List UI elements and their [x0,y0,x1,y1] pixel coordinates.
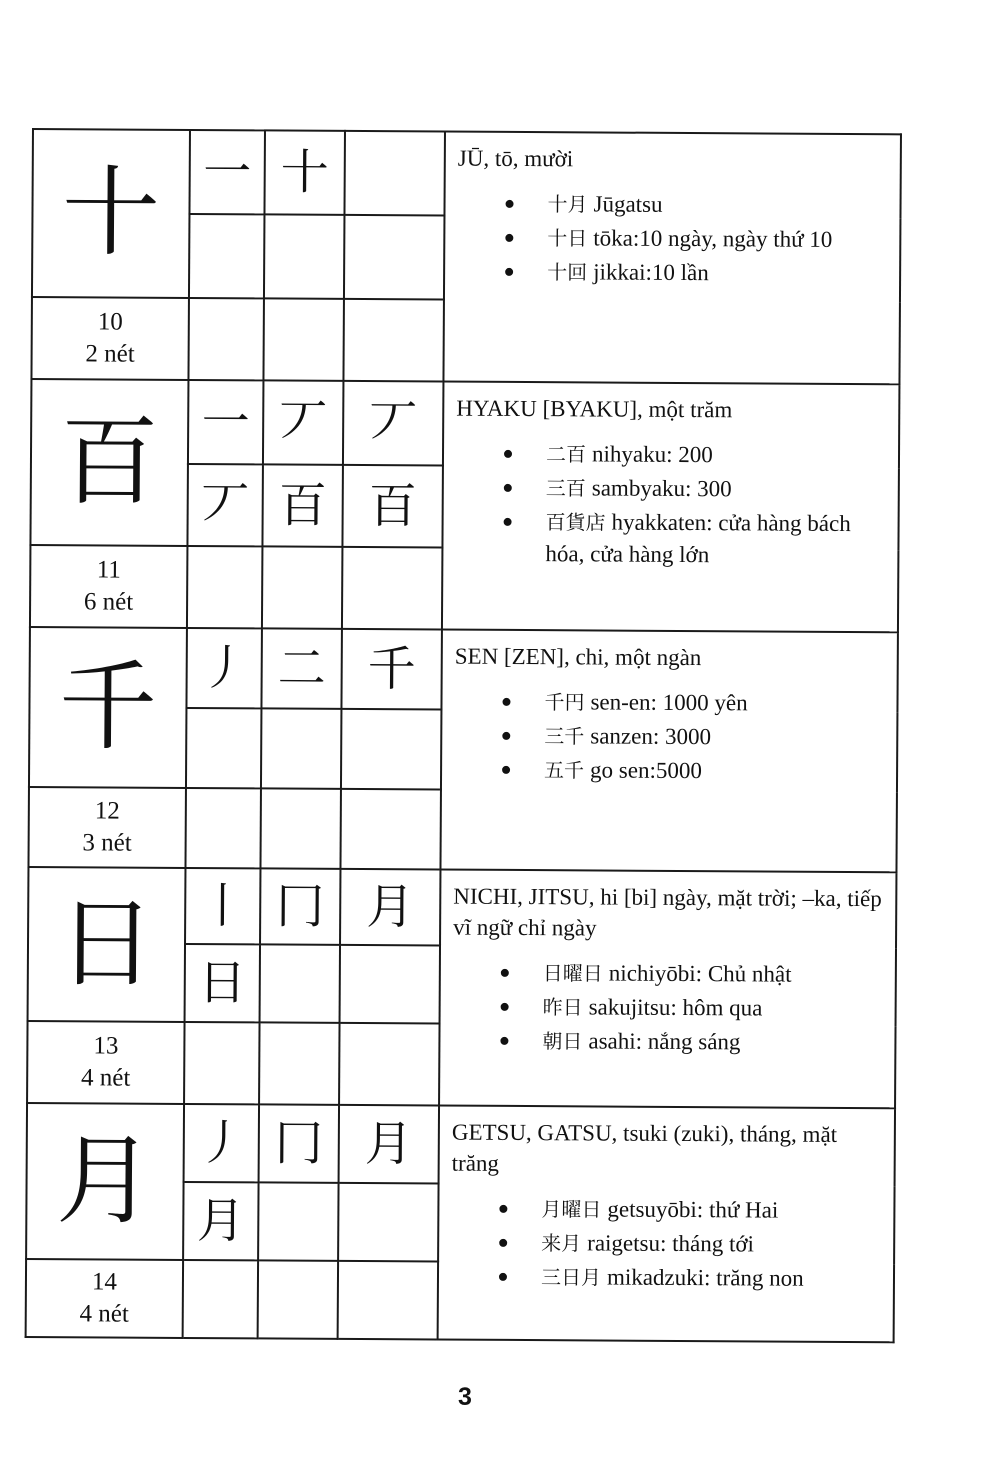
kanji-info-cell [438,1106,895,1343]
stroke-step-cell [187,546,262,628]
kanji-table [25,128,902,1343]
stroke-step-cell [258,1182,338,1260]
example-item [502,754,884,788]
stroke-step-cell [344,215,445,300]
kanji-reading: SEN [ZEN], chi, một ngàn [454,643,702,671]
stroke-step-cell [263,298,343,380]
example-meaning: mikadzuki: trăng non [606,1264,804,1291]
kanji-table-body [26,129,901,1342]
stroke-step-cell [340,945,440,1024]
example-word: 百貨店 [545,510,606,535]
kanji-reading: NICHI, JITSU, hi [bi] ngày, mặt trời; –ka, tiếp vĩ ngữ chỉ ngày [453,883,882,941]
example-word: 日曜日 [542,961,603,986]
kanji-row-2-1 [31,379,899,468]
example-list [452,957,883,1060]
stroke-step-cell [338,1261,438,1340]
stroke-step-cell: 丆 [343,381,444,466]
stroke-step-cell [340,789,440,870]
example-word: 昨日 [542,995,583,1020]
kanji-index-cell [30,545,187,628]
stroke-step-cell: 丿 [186,628,261,708]
kanji-reading: JŪ, tō, mười [457,145,574,172]
example-item [505,222,887,256]
stroke-step-cell [338,1183,438,1262]
example-meaning: tōka:10 ngày, ngày thứ 10 [593,225,833,252]
stroke-count: 4 nét [80,1064,131,1092]
stroke-count: 3 nét [82,829,132,857]
stroke-step-cell [342,547,442,630]
kanji-number: 13 [93,1032,119,1060]
stroke-step-cell [341,709,441,790]
kanji-index-cell [26,1259,183,1338]
kanji-character: 日 [28,867,186,1022]
stroke-step-cell: 丨 [185,868,260,944]
example-word: 三日月 [540,1265,602,1290]
example-list [451,1193,882,1296]
example-meaning: asahi: nắng sáng [588,1028,741,1055]
example-item [505,256,887,290]
example-meaning: sakujitsu: hôm qua [588,994,763,1021]
example-meaning: go sen:5000 [590,757,702,784]
example-meaning: nichiyōbi: Chủ nhật [608,960,792,987]
stroke-step-cell: 十 [264,130,345,214]
kanji-info-cell [443,132,901,385]
kanji-row-4-1 [28,867,896,948]
example-word: 三千 [544,724,585,749]
example-list [455,438,886,572]
example-word: 二百 [545,442,587,467]
stroke-step-cell: 千 [341,629,441,710]
kanji-index-cell [31,297,188,380]
stroke-count: 2 nét [85,340,135,368]
stroke-step-cell [343,299,443,382]
kanji-number: 11 [96,556,121,584]
stroke-step-cell: 冂 [260,868,340,944]
stroke-step-cell [344,131,445,216]
stroke-step-cell: 丆 [187,464,262,546]
example-item [505,188,887,222]
example-list [454,686,885,789]
example-word: 朝日 [542,1029,583,1054]
page-number: 3 [458,1383,472,1411]
example-item [504,438,886,472]
example-word: 三百 [545,476,586,501]
example-item [499,1227,881,1261]
example-meaning: nihyaku: 200 [591,441,713,468]
example-word: 十日 [547,226,588,251]
example-meaning: sanzen: 3000 [590,723,712,750]
kanji-row-3-1 [29,627,897,712]
stroke-step-cell [264,214,345,298]
example-list [457,188,888,291]
stroke-step-cell: 月 [183,1182,258,1260]
kanji-character: 千 [29,627,187,788]
stroke-step-cell [185,788,260,868]
kanji-reading: GETSU, GATSU, tsuki (zuki), tháng, mặt trăng [451,1119,838,1176]
stroke-step-cell: 丆 [263,380,344,464]
example-word: 十回 [547,260,588,285]
kanji-row-1-1 [32,129,900,218]
kanji-reading: HYAKU [BYAKU], một trăm [456,395,733,423]
example-word: 千円 [544,690,585,715]
example-meaning: jikkai:10 lần [593,259,709,286]
example-item [502,686,884,720]
kanji-number: 14 [91,1268,118,1296]
example-item [500,1025,882,1059]
stroke-step-cell: 月 [339,1105,439,1184]
example-meaning: sen-en: 1000 yên [590,689,748,716]
kanji-row-5-1 [27,1103,895,1186]
example-meaning: sambyaku: 300 [591,475,732,502]
stroke-step-cell: 二 [261,628,341,708]
kanji-character: 月 [26,1103,184,1260]
stroke-step-cell: 百 [342,465,442,548]
stroke-step-cell: 丿 [184,1104,259,1182]
kanji-info-cell [440,630,897,873]
example-word: 五千 [544,758,585,783]
example-item [504,472,886,506]
kanji-info-cell [439,870,896,1109]
stroke-step-cell: 一 [188,380,264,464]
stroke-step-cell: 一 [189,130,265,214]
stroke-step-cell [262,546,342,628]
example-item [499,1261,881,1295]
example-meaning: raigetsu: tháng tới [587,1230,755,1257]
kanji-info-cell [442,382,900,633]
stroke-count: 4 nét [79,1300,129,1328]
stroke-step-cell [184,1022,259,1104]
kanji-number: 12 [94,797,120,825]
stroke-step-cell [189,214,265,298]
example-word: 十月 [547,192,588,217]
stroke-step-cell: 月 [340,869,440,946]
example-item [502,720,884,754]
kanji-index-cell [28,787,185,868]
stroke-step-cell [186,708,261,788]
example-meaning: Jūgatsu [593,191,663,217]
stroke-step-cell [183,1260,258,1338]
kanji-number: 10 [97,308,123,336]
kanji-character: 十 [32,129,190,298]
stroke-step-cell [188,298,263,380]
stroke-step-cell: 百 [262,464,342,546]
example-item [501,991,883,1025]
stroke-step-cell [258,1260,338,1338]
example-item [503,506,885,571]
stroke-step-cell [260,944,340,1022]
example-word: 来月 [541,1231,582,1256]
example-meaning: getsuyōbi: thứ Hai [607,1196,779,1223]
example-word: 月曜日 [541,1197,602,1222]
kanji-character: 百 [30,379,188,546]
example-item [499,1193,881,1227]
example-meaning: hyakkaten: cửa hàng bách hóa, cửa hàng lớn [545,509,851,568]
kanji-index-cell [27,1021,184,1104]
stroke-step-cell [259,1022,339,1104]
stroke-step-cell [339,1023,439,1106]
stroke-step-cell: 冂 [259,1104,339,1182]
stroke-count: 6 nét [83,588,134,616]
stroke-step-cell [260,788,340,868]
stroke-step-cell [261,708,341,788]
example-item [501,957,883,991]
stroke-step-cell: 日 [185,944,260,1022]
